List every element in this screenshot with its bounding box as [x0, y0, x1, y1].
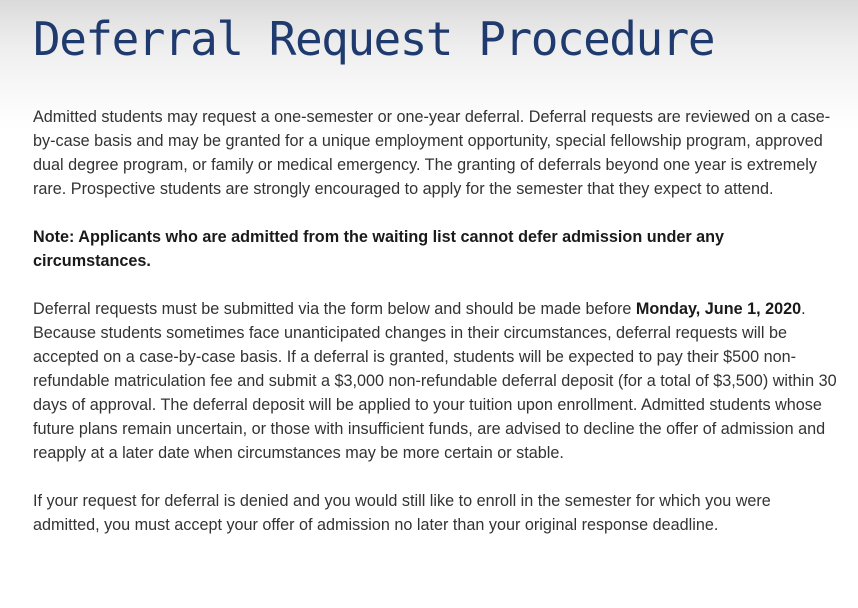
deadline-paragraph-text-end: . Because students sometimes face unanticipated changes in their circumstances, deferral requests will be accepted on a case-by-case basis. If a deferral is granted, students will be expected to pay their $500 non-refundable matriculation fee and submit a $3,000 non-refundable deferral deposit (for a total of $3,500) within 30 days of approval. The deferral deposit will be applied to your tuition upon enrollment. Admitted students whose future plans remain uncertain, or those with insufficient funds, are advised to decline the offer of admission and reapply at a later date when circumstances may be more certain or stable. — [33, 300, 837, 462]
waitlist-note: Note: Applicants who are admitted from the waiting list cannot defer admission under any circumstances. — [33, 228, 725, 270]
page-title: Deferral Request Procedure — [33, 12, 715, 66]
deadline-paragraph — [33, 297, 839, 465]
deadline-paragraph-text-start: Deferral requests must be submitted via the form below and should be made before — [33, 300, 636, 318]
intro-paragraph: Admitted students may request a one-semester or one-year deferral. Deferral requests are reviewed on a case-by-case basis and may be granted for a unique employment opportunity, special fellowship program, approved dual degree program, or family or medical emergency. The granting of deferrals beyond one year is extremely rare. Prospective students are strongly encouraged to apply for the semester that they expect to attend. — [33, 108, 831, 198]
main-content — [33, 105, 839, 561]
deadline-date: Monday, June 1, 2020 — [635, 300, 802, 318]
denial-paragraph: If your request for deferral is denied and you would still like to enroll in the semester for which you were admitted, you must accept your offer of admission no later than your original response deadline. — [33, 492, 771, 534]
